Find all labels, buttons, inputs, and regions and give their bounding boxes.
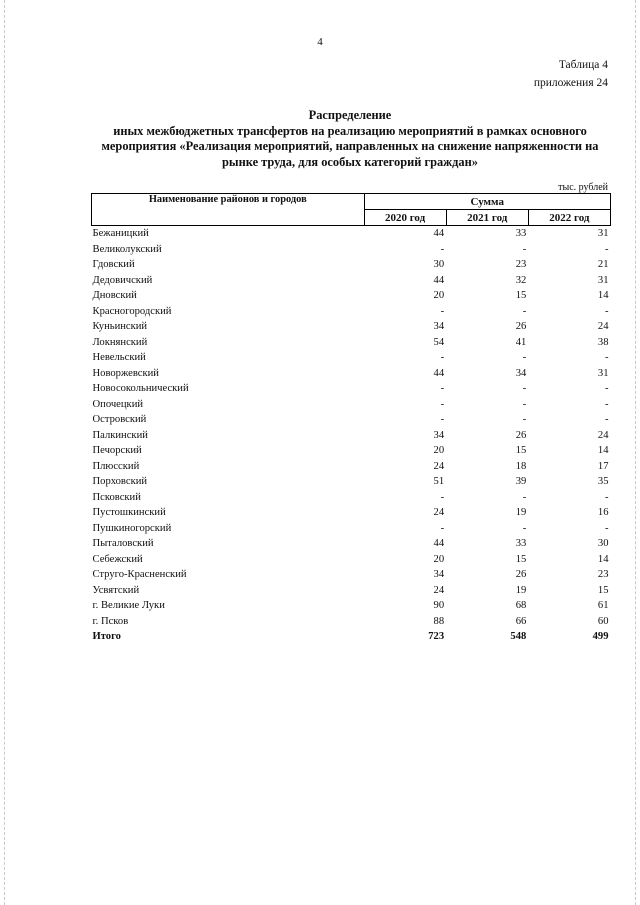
title-line-3: мероприятия «Реализация мероприятий, направленных на снижение напряженности на (101, 139, 599, 153)
amount-cell: 14 (597, 445, 609, 456)
amount-cell: - (604, 414, 609, 425)
amount-cell: - (522, 414, 527, 425)
table-row (92, 366, 611, 382)
table-row (92, 226, 611, 242)
page-number: 4 (317, 36, 323, 48)
table-reference: Таблица 4 (558, 59, 608, 71)
amount-cell: 15 (515, 553, 527, 565)
amount-cell: - (604, 383, 609, 394)
amount-cell: - (604, 243, 609, 255)
table-row (92, 521, 611, 537)
amount-cell: 19 (515, 507, 527, 518)
amount-cell: 24 (597, 321, 609, 332)
distribution-table (91, 193, 611, 645)
amount-cell: - (604, 352, 609, 363)
table-row (92, 567, 611, 583)
district-name: Пустошкинский (92, 507, 166, 518)
amount-cell: 24 (597, 429, 609, 441)
table-row (92, 242, 611, 258)
district-name: Островский (92, 414, 147, 425)
total-amount-cell: 499 (592, 631, 609, 642)
district-name: Дедовичский (92, 274, 153, 286)
amount-cell: 26 (515, 569, 527, 580)
district-name: Себежский (92, 553, 143, 565)
amount-cell: 31 (597, 228, 609, 239)
amount-cell: 30 (597, 538, 609, 549)
amount-cell: 26 (515, 321, 527, 332)
amount-cell: 14 (597, 290, 609, 301)
amount-cell: 14 (597, 553, 609, 565)
amount-cell: 34 (433, 429, 445, 441)
district-name: Печорский (92, 445, 142, 456)
amount-cell: 51 (433, 476, 445, 487)
amount-cell: 33 (515, 228, 527, 239)
district-name: Невельский (92, 352, 146, 363)
district-name: г. Псков (92, 615, 129, 627)
table-row (92, 288, 611, 304)
amount-cell: 15 (515, 445, 527, 456)
district-name: Великолукский (92, 243, 162, 255)
district-name: Красногородский (92, 305, 172, 317)
amount-cell: 54 (433, 336, 445, 348)
table-row (92, 319, 611, 335)
amount-cell: 20 (433, 553, 445, 565)
district-name: Куньинский (92, 321, 148, 332)
amount-cell: - (440, 352, 445, 363)
title-line-2: иных межбюджетных трансфертов на реализацию мероприятий в рамках основного (113, 123, 587, 138)
amount-cell: - (604, 305, 609, 317)
total-amount-cell: 723 (428, 631, 445, 642)
amount-cell: - (522, 352, 527, 363)
amount-cell: - (522, 491, 527, 503)
amount-cell: 34 (433, 321, 445, 332)
amount-cell: 30 (433, 259, 445, 270)
amount-cell: 24 (433, 460, 445, 472)
amount-cell: 39 (515, 476, 527, 487)
table-row (92, 257, 611, 273)
table-row (92, 273, 611, 289)
table-row (92, 474, 611, 490)
amount-cell: 19 (515, 584, 527, 596)
amount-cell: - (440, 243, 445, 255)
column-header-name: Наименование районов и городов (92, 194, 365, 226)
amount-cell: - (440, 398, 445, 410)
table-row (92, 490, 611, 506)
amount-cell: 34 (515, 367, 527, 379)
amount-cell: 24 (433, 507, 445, 518)
amount-cell: - (604, 491, 609, 503)
district-name: Гдовский (92, 259, 135, 270)
left-page-edge (4, 0, 5, 905)
right-page-edge (635, 0, 636, 905)
title-line-1: Распределение (308, 108, 392, 122)
amount-cell: 88 (433, 615, 445, 627)
column-header-year: 2020 год (364, 210, 446, 226)
table-body (92, 226, 611, 645)
district-name: Опочецкий (92, 398, 144, 410)
amount-cell: 18 (515, 460, 527, 472)
total-row (92, 629, 611, 645)
amount-cell: - (440, 491, 445, 503)
amount-cell: 44 (433, 274, 445, 286)
amount-cell: - (522, 522, 527, 534)
amount-cell: 23 (597, 569, 609, 580)
table-row (92, 536, 611, 552)
table-row (92, 381, 611, 397)
amount-cell: 31 (597, 274, 609, 286)
district-name: Палкинский (92, 429, 148, 441)
amount-cell: 66 (515, 615, 527, 627)
amount-cell: - (522, 243, 527, 255)
amount-cell: 61 (597, 600, 609, 611)
district-name: Дновский (92, 290, 137, 301)
table-row (92, 397, 611, 413)
amount-cell: - (522, 398, 527, 410)
table-row (92, 583, 611, 599)
amount-cell: 44 (433, 538, 445, 549)
table-row (92, 459, 611, 475)
amount-cell: 23 (515, 259, 527, 270)
table-row (92, 598, 611, 614)
amount-cell: 38 (597, 336, 609, 348)
amount-cell: 34 (433, 569, 445, 580)
district-name: Усвятский (92, 584, 140, 596)
amount-cell: 35 (597, 476, 609, 487)
amount-cell: - (440, 383, 445, 394)
table-row (92, 428, 611, 444)
district-name: Локнянский (92, 336, 148, 348)
table-row (92, 304, 611, 320)
district-name: Новосокольнический (92, 383, 189, 394)
table-row (92, 412, 611, 428)
table-row (92, 614, 611, 630)
amount-cell: 44 (433, 228, 445, 239)
amount-cell: 44 (433, 367, 445, 379)
amount-cell: 33 (515, 538, 527, 549)
district-name: Порховский (92, 476, 148, 487)
column-header-year: 2021 год (446, 210, 528, 226)
column-header-year: 2022 год (528, 210, 610, 226)
amount-cell: - (604, 398, 609, 410)
amount-cell: 15 (597, 584, 609, 596)
amount-cell: - (440, 305, 445, 317)
amount-cell: 68 (515, 600, 527, 611)
amount-cell: 21 (597, 259, 609, 270)
column-header-sum: Сумма (364, 194, 611, 210)
district-name: Бежаницкий (92, 228, 149, 239)
amount-cell: 60 (597, 615, 609, 627)
amount-cell: 16 (597, 507, 609, 518)
table-row (92, 552, 611, 568)
table-row (92, 443, 611, 459)
district-name: Новоржевский (92, 367, 159, 379)
amount-cell: - (522, 383, 527, 394)
table-row (92, 350, 611, 366)
amount-cell: - (522, 305, 527, 317)
total-label: Итого (92, 631, 121, 642)
title-line-4: рынке труда, для особых категорий граждан» (222, 154, 478, 169)
district-name: Пушкиногорский (92, 522, 172, 534)
amount-cell: 20 (433, 290, 445, 301)
amount-cell: 90 (433, 600, 445, 611)
district-name: Струго-Красненский (92, 569, 187, 580)
amount-cell: - (604, 522, 609, 534)
district-name: Пыталовский (92, 538, 154, 549)
amount-cell: 26 (515, 429, 527, 441)
district-name: Псковский (92, 491, 141, 503)
amount-cell: 15 (515, 290, 527, 301)
amount-cell: 24 (433, 584, 445, 596)
table-row (92, 335, 611, 351)
amount-cell: - (440, 522, 445, 534)
amount-cell: - (440, 414, 445, 425)
appendix-reference: приложения 24 (533, 77, 608, 89)
amount-cell: 41 (515, 336, 527, 348)
table-header (92, 194, 611, 226)
amount-cell: 17 (597, 460, 609, 472)
table-row (92, 505, 611, 521)
amount-cell: 20 (433, 445, 445, 456)
district-name: г. Великие Луки (92, 600, 165, 611)
amount-cell: 31 (597, 367, 609, 379)
amount-cell: 32 (515, 274, 527, 286)
units-label: тыс. рублей (558, 182, 608, 193)
total-amount-cell: 548 (510, 631, 527, 642)
district-name: Плюсский (92, 460, 140, 472)
document-title (88, 108, 612, 170)
